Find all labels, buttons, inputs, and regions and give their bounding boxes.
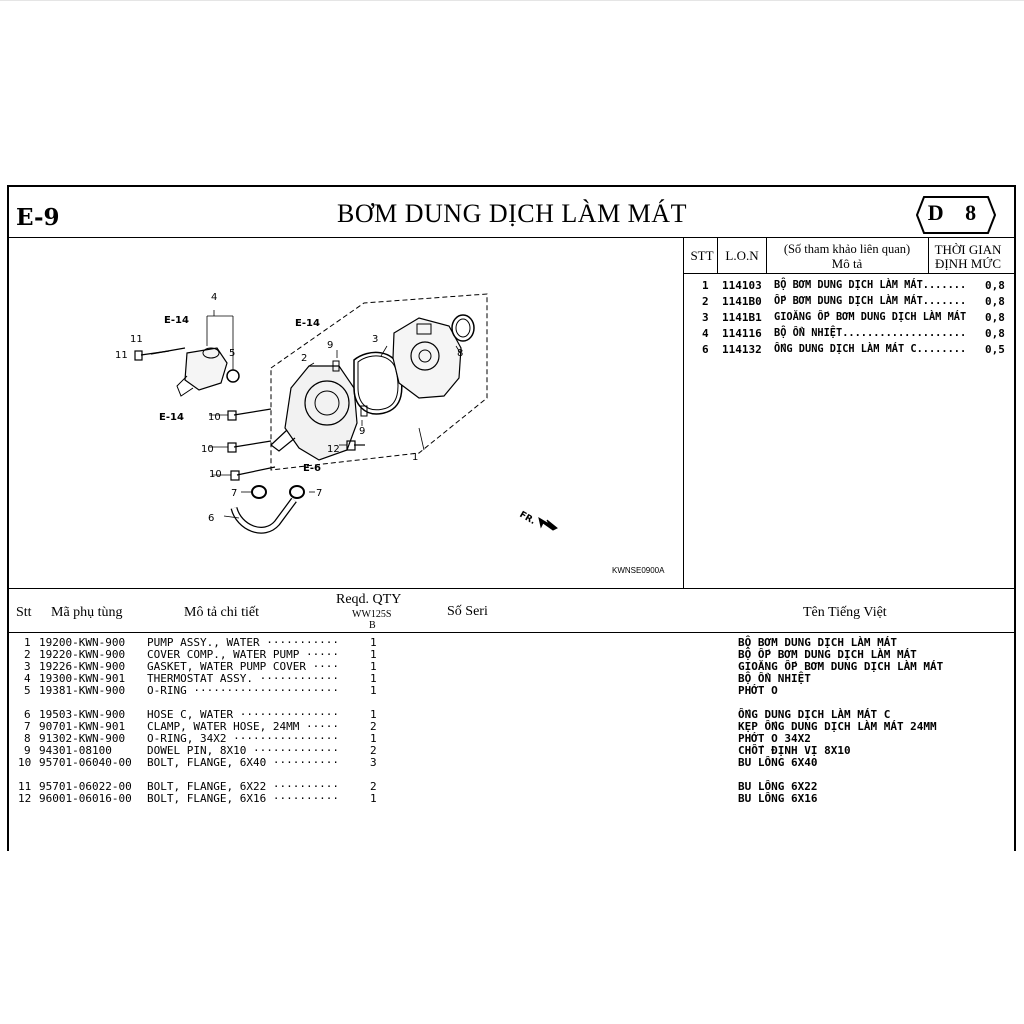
labor-row — [688, 295, 1008, 311]
table-row — [16, 793, 1016, 805]
callout-e14-b: E-14 — [295, 318, 320, 329]
cell-desc: COVER COMP., WATER PUMP ····· — [147, 648, 340, 661]
page-title: BƠM DUNG DỊCH LÀM MÁT — [337, 199, 687, 228]
cell-desc: BOLT, FLANGE, 6X16 ·········· — [147, 792, 340, 805]
label-4: 4 — [211, 292, 218, 303]
cell-vn: KẸP ỐNG DUNG DỊCH LÀM MÁT 24MM — [738, 720, 937, 733]
label-3: 3 — [372, 334, 379, 345]
page-badge — [916, 196, 996, 234]
cell-vn: GIOĂNG ỐP BƠM DUNG DỊCH LÀM MÁT — [738, 660, 944, 673]
label-9a: 9 — [327, 340, 334, 351]
label-11a: 11 — [130, 334, 143, 345]
cell-qty: 2 — [370, 780, 377, 793]
labor-time: 0,8 — [985, 327, 1005, 340]
label-1: 1 — [412, 452, 419, 463]
front-arrow-icon — [539, 518, 557, 530]
cell-qty: 1 — [370, 672, 377, 685]
cell-stt: 7 — [24, 720, 31, 733]
labor-stt: 4 — [702, 327, 709, 340]
label-12: 12 — [327, 444, 340, 455]
cell-stt: 3 — [24, 660, 31, 673]
labor-desc: BỘ BƠM DUNG DỊCH LÀM MÁT....... — [774, 279, 967, 291]
cell-part-no: 90701-KWN-901 — [39, 720, 126, 733]
labor-desc: BỘ ỔN NHIỆT.................... — [774, 327, 967, 339]
parts-head-desc: Mô tả chi tiết — [184, 605, 260, 620]
labor-head-desc-top: (Số tham khảo liên quan) — [783, 242, 911, 256]
label-10b: 10 — [201, 444, 214, 455]
label-10a: 10 — [208, 412, 221, 423]
page-badge-label: D 8 — [927, 200, 985, 225]
parts-head-model: WW125S — [352, 609, 392, 620]
cell-desc: BOLT, FLANGE, 6X22 ·········· — [147, 780, 340, 793]
labor-head-time-bottom: ĐỊNH MỨC — [934, 256, 1002, 271]
cell-stt: 5 — [24, 684, 31, 697]
parts-head-qty: Reqd. QTY — [336, 592, 402, 607]
label-7b: 7 — [316, 488, 323, 499]
label-5: 5 — [229, 348, 236, 359]
cell-vn: BU LÔNG 6X40 — [738, 756, 818, 769]
cell-part-no: 19200-KWN-900 — [39, 636, 126, 649]
cell-stt: 12 — [18, 792, 32, 805]
cell-stt: 1 — [24, 636, 31, 649]
cell-part-no: 19381-KWN-900 — [39, 684, 126, 697]
panel-divider — [683, 237, 684, 588]
label-11b: 11 — [115, 350, 128, 361]
labor-head-desc-bottom: Mô tả — [831, 256, 863, 271]
labor-col-divider-1 — [717, 237, 718, 273]
labor-head-divider — [683, 273, 1016, 274]
top-divider — [0, 0, 1024, 1]
cell-qty: 1 — [370, 636, 377, 649]
cell-part-no: 19220-KWN-900 — [39, 648, 126, 661]
cell-vn: BU LÔNG 6X16 — [738, 792, 818, 805]
labor-time: 0,8 — [985, 279, 1005, 292]
cell-qty: 3 — [370, 756, 377, 769]
parts-head-col-b: B — [369, 620, 376, 631]
label-10c: 10 — [209, 469, 222, 480]
cell-desc: GASKET, WATER PUMP COVER ···· — [147, 660, 340, 673]
cell-vn: BU LÔNG 6X22 — [738, 780, 818, 793]
cell-desc: THERMOSTAT ASSY. ············ — [147, 672, 340, 685]
cell-vn: BỘ ỔN NHIỆT — [738, 672, 811, 685]
cell-stt: 2 — [24, 648, 31, 661]
cell-qty: 1 — [370, 708, 377, 721]
labor-stt: 1 — [702, 279, 709, 292]
labor-row — [688, 279, 1008, 295]
cell-part-no: 19503-KWN-900 — [39, 708, 126, 721]
cell-qty: 1 — [370, 684, 377, 697]
thermostat-housing — [393, 318, 464, 398]
parts-head-vn-name: Tên Tiếng Việt — [803, 605, 887, 620]
cell-qty: 1 — [370, 732, 377, 745]
cell-vn: BỘ ỐP BƠM DUNG DỊCH LÀM MÁT — [738, 648, 917, 661]
callout-e14-a: E-14 — [164, 315, 189, 326]
labor-time: 0,5 — [985, 343, 1005, 356]
parts-head-serial: Số Seri — [447, 604, 488, 619]
parts-head-part-no: Mã phụ tùng — [51, 605, 123, 620]
cell-part-no: 95701-06022-00 — [39, 780, 132, 793]
labor-time: 0,8 — [985, 295, 1005, 308]
cell-part-no: 95701-06040-00 — [39, 756, 132, 769]
cell-part-no: 96001-06016-00 — [39, 792, 132, 805]
cell-part-no: 19300-KWN-901 — [39, 672, 126, 685]
labor-row — [688, 311, 1008, 327]
callout-e6: E-6 — [303, 463, 321, 474]
labor-stt: 2 — [702, 295, 709, 308]
label-9b: 9 — [359, 426, 366, 437]
labor-stt: 6 — [702, 343, 709, 356]
cell-vn: BỘ BƠM DUNG DỊCH LÀM MÁT — [738, 636, 897, 649]
exploded-diagram — [9, 238, 683, 588]
cell-vn: CHỐT ĐỊNH VỊ 8X10 — [738, 744, 851, 757]
cell-stt: 9 — [24, 744, 31, 757]
labor-desc: GIOĂNG ỐP BƠM DUNG DỊCH LÀM MÁT — [774, 311, 967, 323]
label-6: 6 — [208, 513, 215, 524]
labor-row — [688, 327, 1008, 343]
cell-qty: 2 — [370, 744, 377, 757]
parts-head-stt: Stt — [16, 605, 32, 620]
cell-vn: ỐNG DUNG DỊCH LÀM MÁT C — [738, 708, 891, 721]
labor-desc: ỐNG DUNG DỊCH LÀM MÁT C........ — [774, 343, 967, 355]
cell-qty: 1 — [370, 660, 377, 673]
cell-stt: 8 — [24, 732, 31, 745]
cell-part-no: 91302-KWN-900 — [39, 732, 126, 745]
cell-stt: 10 — [18, 756, 32, 769]
cell-vn: PHỚT O — [738, 684, 778, 697]
cell-qty: 2 — [370, 720, 377, 733]
cell-part-no: 19226-KWN-900 — [39, 660, 126, 673]
labor-head-lon: L.O.N — [725, 248, 759, 263]
labor-lon: 114116 — [722, 327, 762, 340]
cell-desc: O-RING, 34X2 ················ — [147, 732, 340, 745]
cell-desc: HOSE C, WATER ··············· — [147, 708, 340, 721]
labor-stt: 3 — [702, 311, 709, 324]
cell-desc: PUMP ASSY., WATER ··········· — [147, 636, 340, 649]
cell-desc: BOLT, FLANGE, 6X40 ·········· — [147, 756, 340, 769]
labor-lon: 114103 — [722, 279, 762, 292]
labor-lon: 114132 — [722, 343, 762, 356]
cell-stt: 4 — [24, 672, 31, 685]
labor-lon: 1141B1 — [722, 311, 762, 324]
cell-vn: PHỚT O 34X2 — [738, 732, 811, 745]
cell-stt: 6 — [24, 708, 31, 721]
labor-desc: ỐP BƠM DUNG DỊCH LÀM MÁT....... — [774, 295, 967, 307]
table-row — [16, 757, 1016, 769]
parts-head-divider — [8, 632, 1016, 633]
labor-row — [688, 343, 1008, 359]
table-row — [16, 685, 1016, 697]
labor-time: 0,8 — [985, 311, 1005, 324]
sheet-code: E-9 — [16, 204, 60, 231]
hose-fitting — [185, 348, 227, 390]
cell-desc: DOWEL PIN, 8X10 ············· — [147, 744, 340, 757]
labor-head-stt: STT — [690, 248, 714, 263]
cell-part-no: 94301-08100 — [39, 744, 112, 757]
labor-lon: 1141B0 — [722, 295, 762, 308]
label-8: 8 — [457, 348, 464, 359]
diagram-divider — [8, 588, 1016, 589]
cell-stt: 11 — [18, 780, 32, 793]
cell-desc: O-RING ······················ — [147, 684, 340, 697]
cell-qty: 1 — [370, 648, 377, 661]
label-2: 2 — [301, 353, 308, 364]
cell-desc: CLAMP, WATER HOSE, 24MM ····· — [147, 720, 340, 733]
label-7a: 7 — [231, 488, 238, 499]
cell-qty: 1 — [370, 792, 377, 805]
callout-e14-c: E-14 — [159, 412, 184, 423]
labor-head-time-top: THỜI GIAN — [934, 242, 1002, 257]
callout-fr: FR. — [517, 509, 537, 527]
diagram-code: KWNSE0900A — [612, 566, 665, 575]
